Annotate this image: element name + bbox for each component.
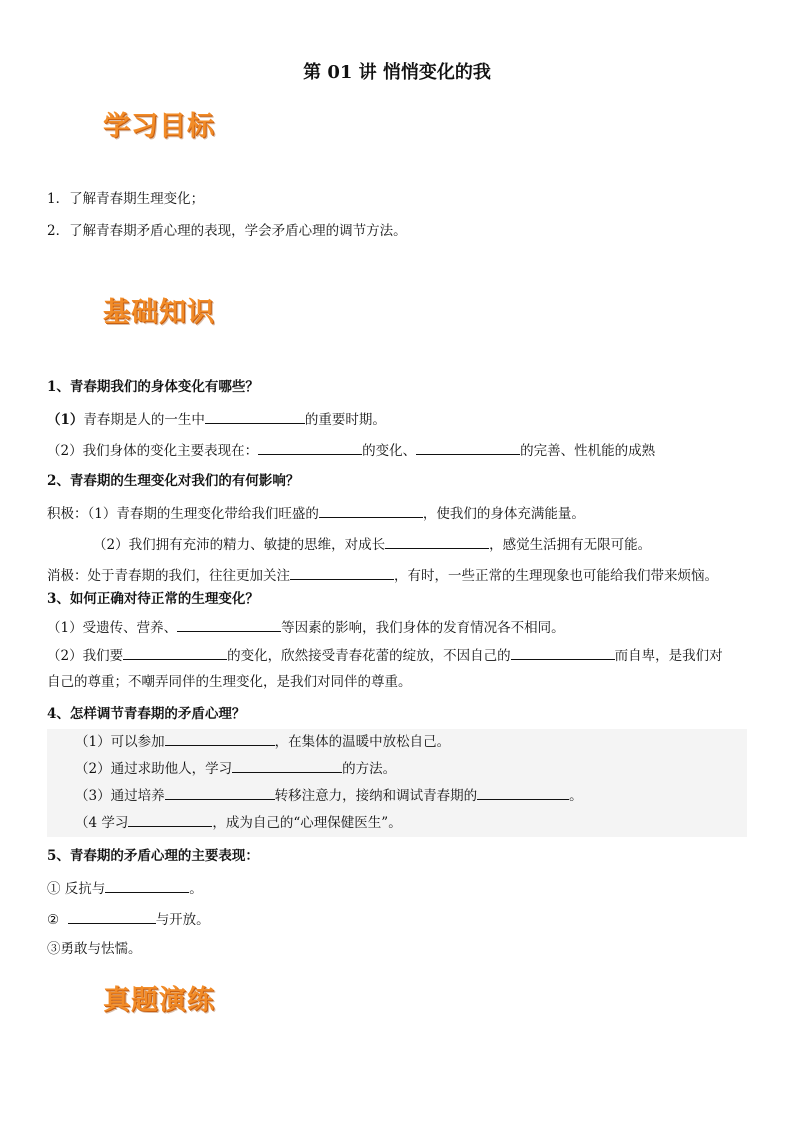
text: 而自卑，是我们对: [614, 648, 723, 664]
fill-blank[interactable]: [232, 758, 342, 773]
text: ，感觉生活拥有无限可能。: [489, 537, 652, 553]
question-1-line-1: [47, 409, 386, 429]
fill-blank[interactable]: [385, 534, 489, 549]
question-2-line-2: [93, 534, 651, 554]
question-5-line-1: [47, 878, 203, 898]
fill-blank[interactable]: [165, 731, 275, 746]
fill-blank[interactable]: [123, 645, 227, 660]
question-3-line-2: [47, 645, 723, 665]
text: ，有时，一些正常的生理现象也可能给我们带来烦恼。: [394, 568, 718, 584]
question-1-line-2: [47, 440, 655, 460]
item-number: （1）: [47, 412, 84, 428]
question-5-line-2: [47, 909, 210, 929]
text: ，在集体的温暖中放松自己。: [274, 734, 451, 750]
text: 与开放。: [155, 912, 210, 928]
text: 的方法。: [342, 761, 397, 777]
fill-blank[interactable]: [68, 909, 156, 924]
question-2-line-3: [47, 565, 718, 585]
goal-item-1: 1．了解青春期生理变化；: [47, 191, 205, 207]
fill-blank[interactable]: [105, 878, 189, 893]
text: （2）我们拥有充沛的精力、敏捷的思维，对成长: [93, 537, 386, 553]
fill-blank[interactable]: [258, 440, 362, 455]
fill-blank[interactable]: [205, 409, 305, 424]
text: （2）我们要: [47, 648, 124, 664]
fill-blank[interactable]: [416, 440, 520, 455]
text: 转移注意力，接纳和调试青春期的: [274, 788, 478, 804]
text: 等因素的影响，我们身体的发育情况各不相同。: [281, 620, 565, 636]
question-2-title: 2、青春期的生理变化对我们的有何影响？: [47, 473, 300, 489]
question-4-line-3: [75, 785, 583, 805]
page-title: 第 01 讲 悄悄变化的我: [303, 62, 491, 83]
fill-blank[interactable]: [165, 785, 275, 800]
text: 青春期是人的一生中: [83, 412, 205, 428]
text: 。: [189, 881, 203, 897]
fill-blank[interactable]: [319, 503, 423, 518]
question-2-line-1: [47, 503, 585, 523]
text: 的变化，欣然接受青春花蕾的绽放，不因自己的: [227, 648, 511, 664]
text: （4 学习: [75, 815, 129, 831]
text: （3）通过培养: [75, 788, 165, 804]
text: 积极：（1）青春期的生理变化带给我们旺盛的: [47, 506, 319, 522]
fill-blank[interactable]: [477, 785, 569, 800]
question-3-line-3: 自己的尊重；不嘲弄同伴的生理变化，是我们对同伴的尊重。: [47, 674, 412, 690]
text: 的重要时期。: [304, 412, 386, 428]
text: （2）我们身体的变化主要表现在：: [47, 443, 259, 459]
goal-item-2: 2．了解青春期矛盾心理的表现，学会矛盾心理的调节方法。: [47, 223, 407, 239]
question-4-line-4: [75, 812, 402, 832]
fill-blank[interactable]: [511, 645, 615, 660]
text: 的变化、: [362, 443, 417, 459]
text: （2）通过求助他人，学习: [75, 761, 233, 777]
question-5-title: 5、青春期的矛盾心理的主要表现：: [47, 848, 259, 864]
text: （1）可以参加: [75, 734, 165, 750]
fill-blank[interactable]: [177, 617, 281, 632]
fill-blank[interactable]: [290, 565, 394, 580]
text: 的完善、性机能的成熟: [520, 443, 656, 459]
text: 消极：处于青春期的我们，往往更加关注: [47, 568, 290, 584]
text: ②: [47, 912, 68, 928]
text: ① 反抗与: [47, 881, 106, 897]
text: （1）受遗传、营养、: [47, 620, 178, 636]
question-3-line-1: [47, 617, 565, 637]
question-4-line-2: [75, 758, 396, 778]
section-heading-basics: 基础知识: [103, 297, 215, 328]
question-4-title: 4、怎样调节青春期的矛盾心理？: [47, 706, 246, 722]
text: ，使我们的身体充满能量。: [422, 506, 585, 522]
section-heading-goals: 学习目标: [103, 111, 215, 142]
question-5-line-3: ③勇敢与怯懦。: [47, 941, 142, 957]
fill-blank[interactable]: [128, 812, 212, 827]
section-heading-practice: 真题演练: [103, 985, 215, 1016]
question-3-title: 3、如何正确对待正常的生理变化？: [47, 591, 259, 607]
text: ，成为自己的“心理保健医生”。: [212, 815, 402, 831]
question-1-title: 1、青春期我们的身体变化有哪些？: [47, 379, 259, 395]
question-4-line-1: [75, 731, 450, 751]
text: 。: [569, 788, 583, 804]
